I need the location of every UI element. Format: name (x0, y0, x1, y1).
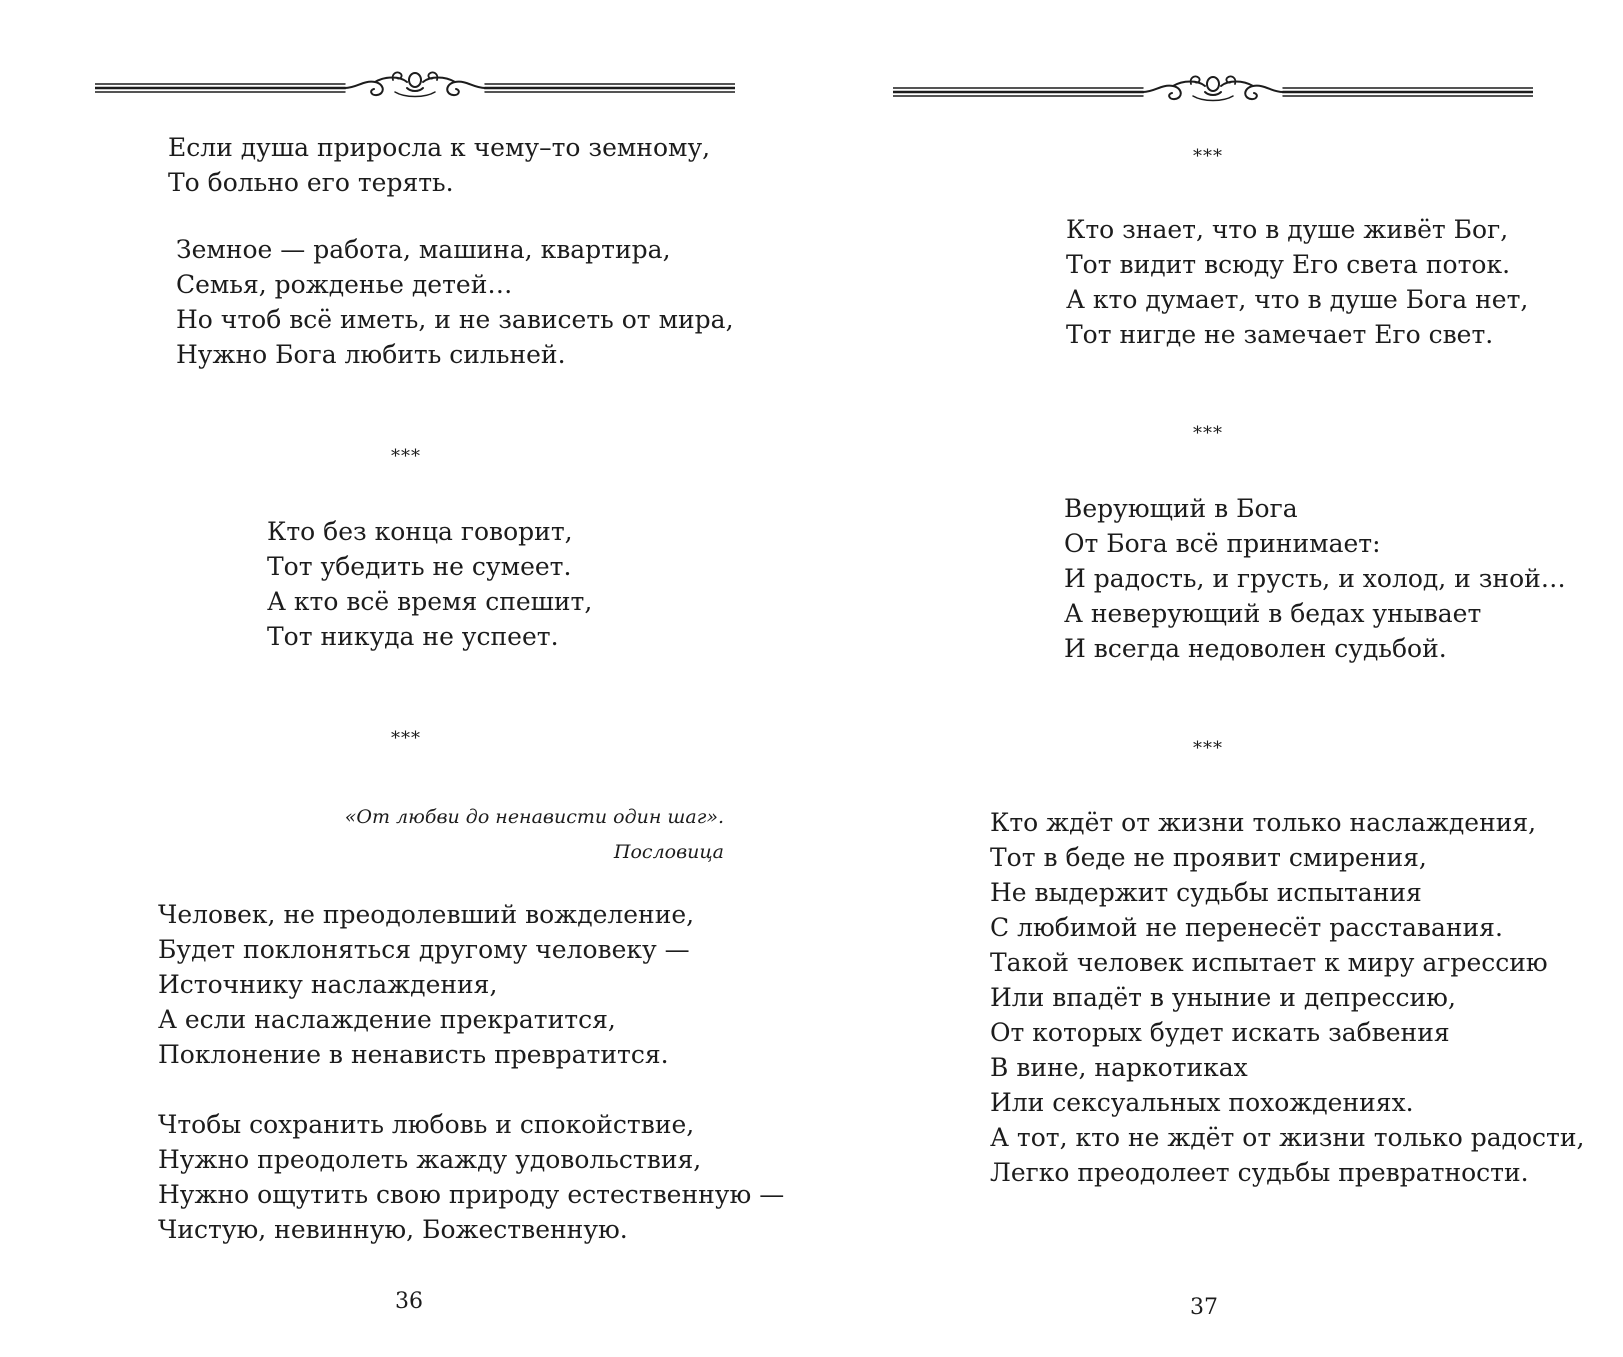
section-separator: *** (1193, 423, 1223, 444)
section-separator: *** (1193, 738, 1223, 759)
poem-line: И радость, и грусть, и холод, и зной… (1064, 564, 1566, 593)
poem-stanza (990, 805, 1585, 1190)
section-separator: *** (1193, 146, 1223, 167)
poem-line: Но чтоб всё иметь, и не зависеть от мира, (176, 305, 734, 334)
poem-line: Или сексуальных похождениях. (990, 1088, 1414, 1117)
poem-line: Верующий в Бога (1064, 494, 1298, 523)
poem-stanza (267, 514, 592, 654)
poem-line: Кто без конца говорит, (267, 517, 573, 546)
poem-line: Чистую, невинную, Божественную. (158, 1215, 628, 1244)
right-page (800, 0, 1623, 1357)
poem-line: Нужно преодолеть жажду удовольствия, (158, 1145, 702, 1174)
poem-line: От Бога всё принимает: (1064, 529, 1381, 558)
poem-stanza (176, 232, 734, 372)
poem-line: То больно его терять. (168, 168, 454, 197)
poem-line: Тот никуда не успеет. (267, 622, 559, 651)
poem-line: Тот нигде не замечает Его свет. (1066, 320, 1494, 349)
poem-line: А кто всё время спешит, (267, 587, 593, 616)
poem-line: Тот видит всюду Его света поток. (1066, 250, 1511, 279)
section-separator: *** (391, 446, 421, 467)
epigraph-text: «От любви до ненависти один шаг». (344, 806, 724, 828)
page-number: 37 (1190, 1295, 1218, 1320)
poem-stanza (168, 130, 710, 200)
poem-line: Семья, рожденье детей… (176, 270, 513, 299)
poem-line: Нужно Бога любить сильней. (176, 340, 566, 369)
poem-line: Или впадёт в уныние и депрессию, (990, 983, 1456, 1012)
poem-line: Тот убедить не сумеет. (267, 552, 572, 581)
poem-stanza (158, 897, 694, 1072)
poem-line: С любимой не перенесёт расставания. (990, 913, 1503, 942)
poem-line: В вине, наркотиках (990, 1053, 1248, 1082)
poem-line: Легко преодолеет судьбы превратности. (990, 1158, 1529, 1187)
poem-line: Не выдержит судьбы испытания (990, 878, 1422, 907)
poem-line: Земное — работа, машина, квартира, (176, 235, 671, 264)
ornament-divider-icon (95, 68, 735, 108)
poem-line: Нужно ощутить свою природу естественную — (158, 1180, 785, 1209)
poem-stanza (1064, 491, 1566, 666)
poem-line: Поклонение в ненависть превратится. (158, 1040, 669, 1069)
poem-line: Источнику наслаждения, (158, 970, 498, 999)
left-page (0, 0, 800, 1357)
poem-line: А неверующий в бедах унывает (1064, 599, 1482, 628)
poem-line: А тот, кто не ждёт от жизни только радости, (990, 1123, 1585, 1152)
poem-line: Кто знает, что в душе живёт Бог, (1066, 215, 1509, 244)
poem-line: Тот в беде не проявит смирения, (990, 843, 1427, 872)
poem-line: А кто думает, что в душе Бога нет, (1066, 285, 1529, 314)
section-separator: *** (391, 728, 421, 749)
poem-line: Человек, не преодолевший вожделение, (158, 900, 695, 929)
epigraph-quote (345, 800, 724, 870)
poem-line: Будет поклоняться другому человеку — (158, 935, 690, 964)
poem-line: Если душа приросла к чему–то земному, (168, 133, 711, 162)
poem-line: Кто ждёт от жизни только наслаждения, (990, 808, 1537, 837)
epigraph-source: Пословица (613, 841, 724, 863)
page-number: 36 (395, 1289, 423, 1314)
poem-line: Чтобы сохранить любовь и спокойствие, (158, 1110, 695, 1139)
poem-line: От которых будет искать забвения (990, 1018, 1450, 1047)
poem-stanza (158, 1107, 784, 1247)
poem-line: А если наслаждение прекратится, (158, 1005, 616, 1034)
ornament-divider-icon (893, 72, 1533, 112)
poem-line: И всегда недоволен судьбой. (1064, 634, 1447, 663)
poem-line: Такой человек испытает к миру агрессию (990, 948, 1548, 977)
poem-stanza (1066, 212, 1528, 352)
